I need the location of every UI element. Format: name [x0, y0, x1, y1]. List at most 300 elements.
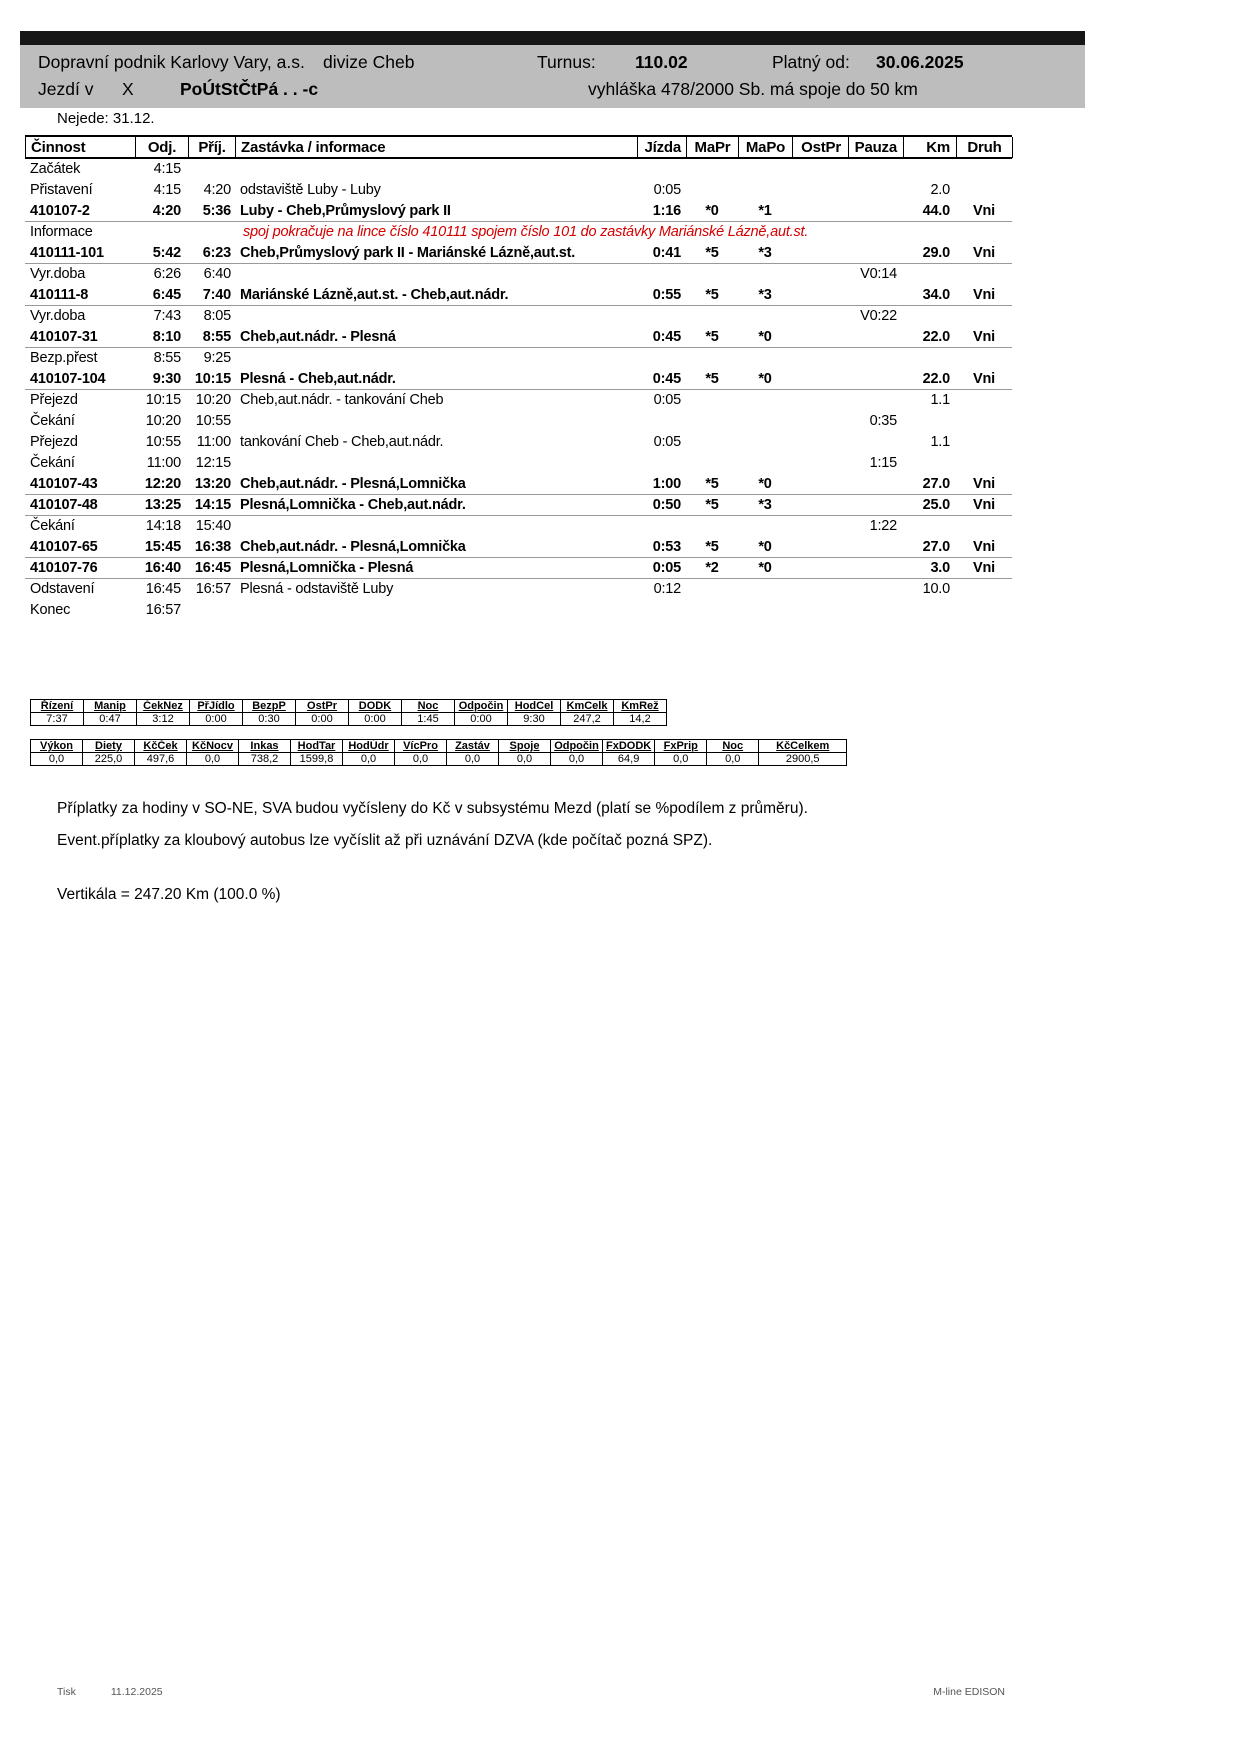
cell-mapo [738, 432, 792, 453]
cell-pauza: V0:14 [860, 266, 897, 282]
cell-jizda [637, 453, 686, 474]
cell-mapo: *3 [758, 287, 772, 303]
cell-odj: 16:40 [144, 560, 181, 576]
cell-zastavka: Luby - Cheb,Průmyslový park II [240, 203, 451, 219]
cell-druh [956, 411, 1012, 432]
cell-km: 29.0 [922, 245, 950, 261]
cell-pauza: 1:22 [869, 518, 897, 534]
cell-prij: 6:23 [202, 245, 231, 261]
cell-pauza [848, 159, 903, 180]
document-header [20, 31, 1085, 108]
cell-odj: 14:18 [145, 518, 181, 534]
hours-summary-header-7: Noc [402, 700, 455, 713]
pay-summary-value-10: 0,0 [551, 753, 603, 766]
hours-summary-header-8: Odpočin [455, 700, 508, 713]
column-header-9: Km [904, 137, 957, 158]
cell-ostpr [792, 201, 848, 222]
cell-km: 22.0 [922, 371, 950, 387]
pay-summary-table [30, 739, 847, 766]
hours-summary-header-3: PřJídlo [190, 700, 243, 713]
timetable-row [25, 159, 1012, 180]
cell-cinnost: Vyr.doba [30, 308, 86, 324]
cell-mapr [686, 453, 738, 474]
timetable-row [25, 453, 1012, 474]
pay-summary-header-0: Výkon [31, 740, 83, 753]
duty-timetable [25, 135, 1012, 621]
cell-cinnost: 410107-31 [30, 329, 98, 345]
cell-cinnost: Čekání [30, 413, 75, 429]
cell-druh [956, 453, 1012, 474]
cell-km [903, 159, 956, 180]
timetable-row [25, 432, 1012, 453]
cell-mapo [738, 390, 792, 411]
cell-pauza [848, 348, 903, 369]
cell-zastavka: Plesná,Lomnička - Plesná [240, 560, 414, 576]
cell-ostpr [792, 369, 848, 390]
cell-cinnost: 410111-101 [30, 245, 104, 261]
hours-summary-table [30, 699, 667, 726]
cell-km [903, 264, 956, 285]
cell-km [903, 411, 956, 432]
cell-odj: 4:20 [152, 203, 181, 219]
cell-mapo [738, 579, 792, 600]
pay-summary-header-5: HodTar [291, 740, 343, 753]
column-header-1: Odj. [136, 137, 189, 158]
pay-summary-header-4: Inkas [239, 740, 291, 753]
cell-ostpr [792, 180, 848, 201]
cell-mapr: *5 [705, 287, 719, 303]
cell-mapo: *0 [758, 539, 772, 555]
cell-prij: 16:57 [195, 581, 231, 597]
timetable-row [25, 285, 1012, 306]
cell-pauza [848, 432, 903, 453]
pay-summary-value-5: 1599,8 [291, 753, 343, 766]
cell-ostpr [792, 579, 848, 600]
cell-cinnost: 410107-104 [30, 371, 106, 387]
cell-jizda: 0:05 [653, 392, 681, 408]
cell-zastavka [235, 516, 637, 537]
pay-summary-value-12: 0,0 [655, 753, 707, 766]
timetable-row [25, 222, 1012, 243]
turnus-label: Turnus: [537, 52, 596, 72]
hours-summary-header-10: KmCelk [561, 700, 614, 713]
cell-odj: 4:15 [153, 161, 181, 177]
cell-km: 44.0 [922, 203, 950, 219]
cell-odj: 16:57 [145, 602, 181, 618]
cell-jizda [637, 600, 686, 621]
cell-prij: 13:20 [194, 476, 231, 492]
timetable-row [25, 579, 1012, 600]
cell-ostpr [792, 453, 848, 474]
cell-mapo [738, 453, 792, 474]
page-footer [57, 1686, 1005, 1698]
timetable-row [25, 201, 1012, 222]
cell-prij: 10:15 [194, 371, 231, 387]
timetable-row [25, 537, 1012, 558]
cell-cinnost: Přejezd [30, 392, 78, 408]
cell-cinnost: 410107-65 [30, 539, 98, 555]
pay-summary-header-2: KčČek [135, 740, 187, 753]
software-name: M-line EDISON [933, 1686, 1005, 1698]
cell-odj: 9:30 [152, 371, 181, 387]
cell-prij [188, 159, 235, 180]
cell-mapo: *0 [758, 371, 772, 387]
cell-cinnost: Čekání [30, 455, 75, 471]
hours-summary-header-4: BezpP [243, 700, 296, 713]
cell-jizda: 0:12 [653, 581, 681, 597]
cell-odj: 12:20 [144, 476, 181, 492]
cell-zastavka: Cheb,aut.nádr. - Plesná [240, 329, 396, 345]
cell-zastavka: odstaviště Luby - Luby [240, 182, 381, 198]
cell-jizda: 0:50 [652, 497, 681, 513]
cell-mapo: *1 [758, 203, 772, 219]
cell-druh [956, 264, 1012, 285]
cell-cinnost: Bezp.přest [30, 350, 98, 366]
column-header-6: MaPo [739, 137, 793, 158]
cell-pauza [848, 390, 903, 411]
pay-summary-value-8: 0,0 [447, 753, 499, 766]
cell-jizda [637, 348, 686, 369]
cell-cinnost: 410107-2 [30, 203, 90, 219]
cell-jizda: 1:16 [652, 203, 681, 219]
column-header-3: Zastávka / informace [236, 137, 638, 158]
timetable-row [25, 306, 1012, 327]
cell-zastavka [235, 348, 637, 369]
print-date: 11.12.2025 [110, 1686, 163, 1698]
cell-mapr: *5 [705, 497, 719, 513]
division-name: divize Cheb [323, 52, 415, 72]
cell-prij: 14:15 [194, 497, 231, 513]
cell-km [903, 516, 956, 537]
cell-mapr: *2 [705, 560, 719, 576]
column-header-10: Druh [957, 137, 1013, 158]
hours-summary-header-11: KmRež [614, 700, 667, 713]
timetable-row [25, 558, 1012, 579]
hours-summary-header-5: OstPr [296, 700, 349, 713]
not-running-note: Nejede: 31.12. [57, 110, 155, 127]
cell-km: 27.0 [922, 539, 950, 555]
timetable-body [25, 159, 1012, 621]
pay-summary-value-14: 2900,5 [759, 753, 847, 766]
cell-mapr: *0 [705, 203, 719, 219]
cell-ostpr [792, 306, 848, 327]
cell-prij: 6:40 [203, 266, 231, 282]
cell-cinnost: Přistavení [30, 182, 93, 198]
cell-km: 2.0 [930, 182, 950, 198]
cell-jizda [637, 264, 686, 285]
cell-mapo [738, 411, 792, 432]
cell-odj: 10:15 [145, 392, 181, 408]
timetable-row [25, 495, 1012, 516]
cell-prij: 8:05 [203, 308, 231, 324]
cell-ostpr [792, 285, 848, 306]
cell-odj: 15:45 [144, 539, 181, 555]
column-header-8: Pauza [849, 137, 904, 158]
timetable-header-row [25, 135, 1012, 159]
company-name: Dopravní podnik Karlovy Vary, a.s. [38, 52, 305, 72]
cell-mapr [686, 516, 738, 537]
hours-summary-value-5: 0:00 [296, 713, 349, 726]
cell-ostpr [792, 159, 848, 180]
cell-pauza [848, 285, 903, 306]
cell-druh [956, 306, 1012, 327]
cell-prij: 4:20 [203, 182, 231, 198]
cell-jizda [637, 159, 686, 180]
cell-zastavka: Cheb,Průmyslový park II - Mariánské Lázně,aut.st. [240, 245, 576, 261]
cell-mapo: *0 [758, 329, 772, 345]
cell-km: 10.0 [922, 581, 950, 597]
cell-mapo [738, 600, 792, 621]
cell-pauza [848, 495, 903, 516]
pay-summary-header-7: VícPro [395, 740, 447, 753]
timetable-row [25, 600, 1012, 621]
cell-pauza [848, 327, 903, 348]
cell-zastavka [235, 600, 637, 621]
cell-odj: 8:55 [153, 350, 181, 366]
pay-summary-value-7: 0,0 [395, 753, 447, 766]
cell-druh: Vni [973, 329, 995, 345]
cell-druh [956, 600, 1012, 621]
cell-cinnost: Vyr.doba [30, 266, 86, 282]
hours-summary-value-10: 247,2 [561, 713, 614, 726]
pay-summary-header-10: Odpočin [551, 740, 603, 753]
cell-prij: 16:38 [194, 539, 231, 555]
pay-summary-header-11: FxDODK [603, 740, 655, 753]
cell-mapr [686, 579, 738, 600]
cell-druh [956, 348, 1012, 369]
runs-code: X [122, 79, 134, 99]
cell-mapo [738, 159, 792, 180]
pay-summary-value-1: 225,0 [83, 753, 135, 766]
cell-cinnost: Přejezd [30, 434, 78, 450]
cell-jizda: 0:05 [653, 182, 681, 198]
cell-odj [135, 222, 188, 243]
cell-odj: 6:45 [152, 287, 181, 303]
cell-jizda [637, 411, 686, 432]
header-top-bar [20, 31, 1085, 45]
cell-km [903, 600, 956, 621]
print-label: Tisk [57, 1686, 76, 1698]
cell-mapo: *0 [758, 476, 772, 492]
pay-summary-value-3: 0,0 [187, 753, 239, 766]
timetable-row [25, 180, 1012, 201]
cell-km [903, 348, 956, 369]
cell-cinnost: 410111-8 [30, 287, 89, 303]
cell-mapr: *5 [705, 245, 719, 261]
pay-summary-value-6: 0,0 [343, 753, 395, 766]
cell-odj: 7:43 [153, 308, 181, 324]
cell-zastavka [235, 306, 637, 327]
timetable-row [25, 264, 1012, 285]
hours-summary-value-6: 0:00 [349, 713, 402, 726]
cell-pauza [848, 243, 903, 264]
route-info-note: spoj pokračuje na lince číslo 410111 spojem číslo 101 do zastávky Mariánské Lázně,aut.st. [243, 224, 809, 240]
pay-summary-header-14: KčCelkem [759, 740, 847, 753]
cell-cinnost: Začátek [30, 161, 81, 177]
cell-prij: 11:00 [196, 434, 231, 450]
cell-mapr: *5 [705, 539, 719, 555]
cell-jizda [637, 306, 686, 327]
timetable-row [25, 474, 1012, 495]
cell-km: 1.1 [930, 392, 950, 408]
hours-summary-value-4: 0:30 [243, 713, 296, 726]
cell-druh: Vni [973, 371, 995, 387]
cell-pauza [848, 558, 903, 579]
timetable-row [25, 516, 1012, 537]
cell-druh [956, 516, 1012, 537]
cell-km: 1.1 [930, 434, 950, 450]
cell-ostpr [792, 516, 848, 537]
cell-mapo: *3 [758, 245, 772, 261]
hours-summary-header-1: Manip [84, 700, 137, 713]
cell-pauza: 0:35 [869, 413, 897, 429]
cell-odj: 8:10 [152, 329, 181, 345]
cell-mapo [738, 180, 792, 201]
pay-summary-value-13: 0,0 [707, 753, 759, 766]
cell-druh: Vni [973, 539, 995, 555]
cell-ostpr [792, 432, 848, 453]
cell-pauza [848, 180, 903, 201]
pay-summary-header-1: Diety [83, 740, 135, 753]
cell-ostpr [792, 558, 848, 579]
cell-mapr: *5 [705, 329, 719, 345]
cell-zastavka [235, 264, 637, 285]
note-articulated: Event.příplatky za kloubový autobus lze vyčíslit až při uznávání DZVA (kde počítač pozná SPZ). [57, 832, 713, 849]
pay-summary-header-6: HodÚdr [343, 740, 395, 753]
note-surcharges: Příplatky za hodiny v SO-NE, SVA budou vyčísleny do Kč v subsystému Mezd (platí se %podílem z průměru). [57, 800, 808, 817]
cell-pauza [848, 369, 903, 390]
cell-mapo: *0 [758, 560, 772, 576]
cell-pauza [848, 474, 903, 495]
cell-druh: Vni [973, 497, 995, 513]
hours-summary-header-6: DODK [349, 700, 402, 713]
cell-mapo [738, 348, 792, 369]
cell-druh [956, 159, 1012, 180]
pay-summary-header-12: FxPrip [655, 740, 707, 753]
cell-pauza: 1:15 [869, 455, 897, 471]
regulation-note: vyhláška 478/2000 Sb. má spoje do 50 km [588, 79, 918, 99]
pay-summary-value-0: 0,0 [31, 753, 83, 766]
cell-cinnost: 410107-48 [30, 497, 98, 513]
cell-mapo [738, 306, 792, 327]
pay-summary-value-2: 497,6 [135, 753, 187, 766]
cell-pauza: V0:22 [860, 308, 897, 324]
cell-mapr [686, 264, 738, 285]
cell-ostpr [792, 474, 848, 495]
cell-jizda: 1:00 [652, 476, 681, 492]
header-line-1 [20, 51, 1085, 73]
cell-zastavka: Cheb,aut.nádr. - Plesná,Lomnička [240, 476, 466, 492]
hours-summary-value-0: 7:37 [31, 713, 84, 726]
cell-mapr [686, 159, 738, 180]
cell-prij: 9:25 [203, 350, 231, 366]
column-header-0: Činnost [26, 137, 136, 158]
cell-mapr [686, 411, 738, 432]
cell-mapr [686, 390, 738, 411]
cell-druh [956, 390, 1012, 411]
cell-ostpr [792, 390, 848, 411]
cell-ostpr [792, 348, 848, 369]
cell-jizda: 0:45 [652, 329, 681, 345]
cell-druh [956, 579, 1012, 600]
cell-druh [956, 432, 1012, 453]
cell-jizda: 0:53 [652, 539, 681, 555]
column-header-7: OstPr [793, 137, 849, 158]
column-header-4: Jízda [638, 137, 687, 158]
hours-summary-value-9: 9:30 [508, 713, 561, 726]
cell-ostpr [792, 327, 848, 348]
cell-prij: 7:40 [202, 287, 231, 303]
timetable-row [25, 327, 1012, 348]
cell-zastavka: Plesná - Cheb,aut.nádr. [240, 371, 396, 387]
vertical-km-line: Vertikála = 247.20 Km (100.0 %) [57, 886, 281, 903]
turnus-value: 110.02 [635, 52, 688, 72]
cell-ostpr [792, 264, 848, 285]
cell-zastavka: Cheb,aut.nádr. - Plesná,Lomnička [240, 539, 466, 555]
cell-zastavka: Cheb,aut.nádr. - tankování Cheb [240, 392, 444, 408]
pay-summary-value-4: 738,2 [239, 753, 291, 766]
valid-from-date: 30.06.2025 [876, 52, 964, 72]
hours-summary-value-1: 0:47 [84, 713, 137, 726]
cell-jizda: 0:05 [652, 560, 681, 576]
column-header-2: Příj. [189, 137, 236, 158]
pay-summary-header-3: KčNocv [187, 740, 239, 753]
valid-from-label: Platný od: [772, 52, 850, 72]
column-header-5: MaPr [687, 137, 739, 158]
cell-pauza [848, 537, 903, 558]
timetable-row [25, 390, 1012, 411]
cell-prij: 15:40 [195, 518, 231, 534]
cell-ostpr [792, 495, 848, 516]
cell-druh: Vni [973, 245, 995, 261]
cell-jizda: 0:45 [652, 371, 681, 387]
cell-odj: 5:42 [152, 245, 181, 261]
cell-mapr: *5 [705, 371, 719, 387]
cell-mapr [686, 600, 738, 621]
cell-prij: 10:55 [195, 413, 231, 429]
cell-prij [188, 222, 235, 243]
cell-odj: 11:00 [146, 455, 181, 471]
cell-odj: 13:25 [144, 497, 181, 513]
hours-summary-value-8: 0:00 [455, 713, 508, 726]
cell-ostpr [792, 411, 848, 432]
cell-km: 34.0 [922, 287, 950, 303]
pay-summary-header-8: Zastáv [447, 740, 499, 753]
cell-odj: 16:45 [145, 581, 181, 597]
cell-zastavka: Plesná - odstaviště Luby [240, 581, 394, 597]
cell-jizda [637, 516, 686, 537]
hours-summary-value-11: 14,2 [614, 713, 667, 726]
cell-prij [188, 600, 235, 621]
cell-prij: 8:55 [202, 329, 231, 345]
cell-zastavka: Plesná,Lomnička - Cheb,aut.nádr. [240, 497, 466, 513]
pay-summary-header-9: Spoje [499, 740, 551, 753]
hours-summary-header-0: Řízení [31, 700, 84, 713]
hours-summary-value-7: 1:45 [402, 713, 455, 726]
runs-days: PoÚtStČtPá . . -c [180, 79, 319, 99]
cell-km: 25.0 [922, 497, 950, 513]
cell-zastavka: tankování Cheb - Cheb,aut.nádr. [240, 434, 444, 450]
cell-odj: 6:26 [153, 266, 181, 282]
cell-zastavka [235, 453, 637, 474]
hours-summary-value-2: 3:12 [137, 713, 190, 726]
cell-pauza [848, 579, 903, 600]
pay-summary-value-11: 64,9 [603, 753, 655, 766]
cell-druh [956, 180, 1012, 201]
cell-cinnost: Informace [30, 224, 93, 240]
cell-odj: 10:20 [145, 413, 181, 429]
cell-cinnost: Odstavení [30, 581, 95, 597]
